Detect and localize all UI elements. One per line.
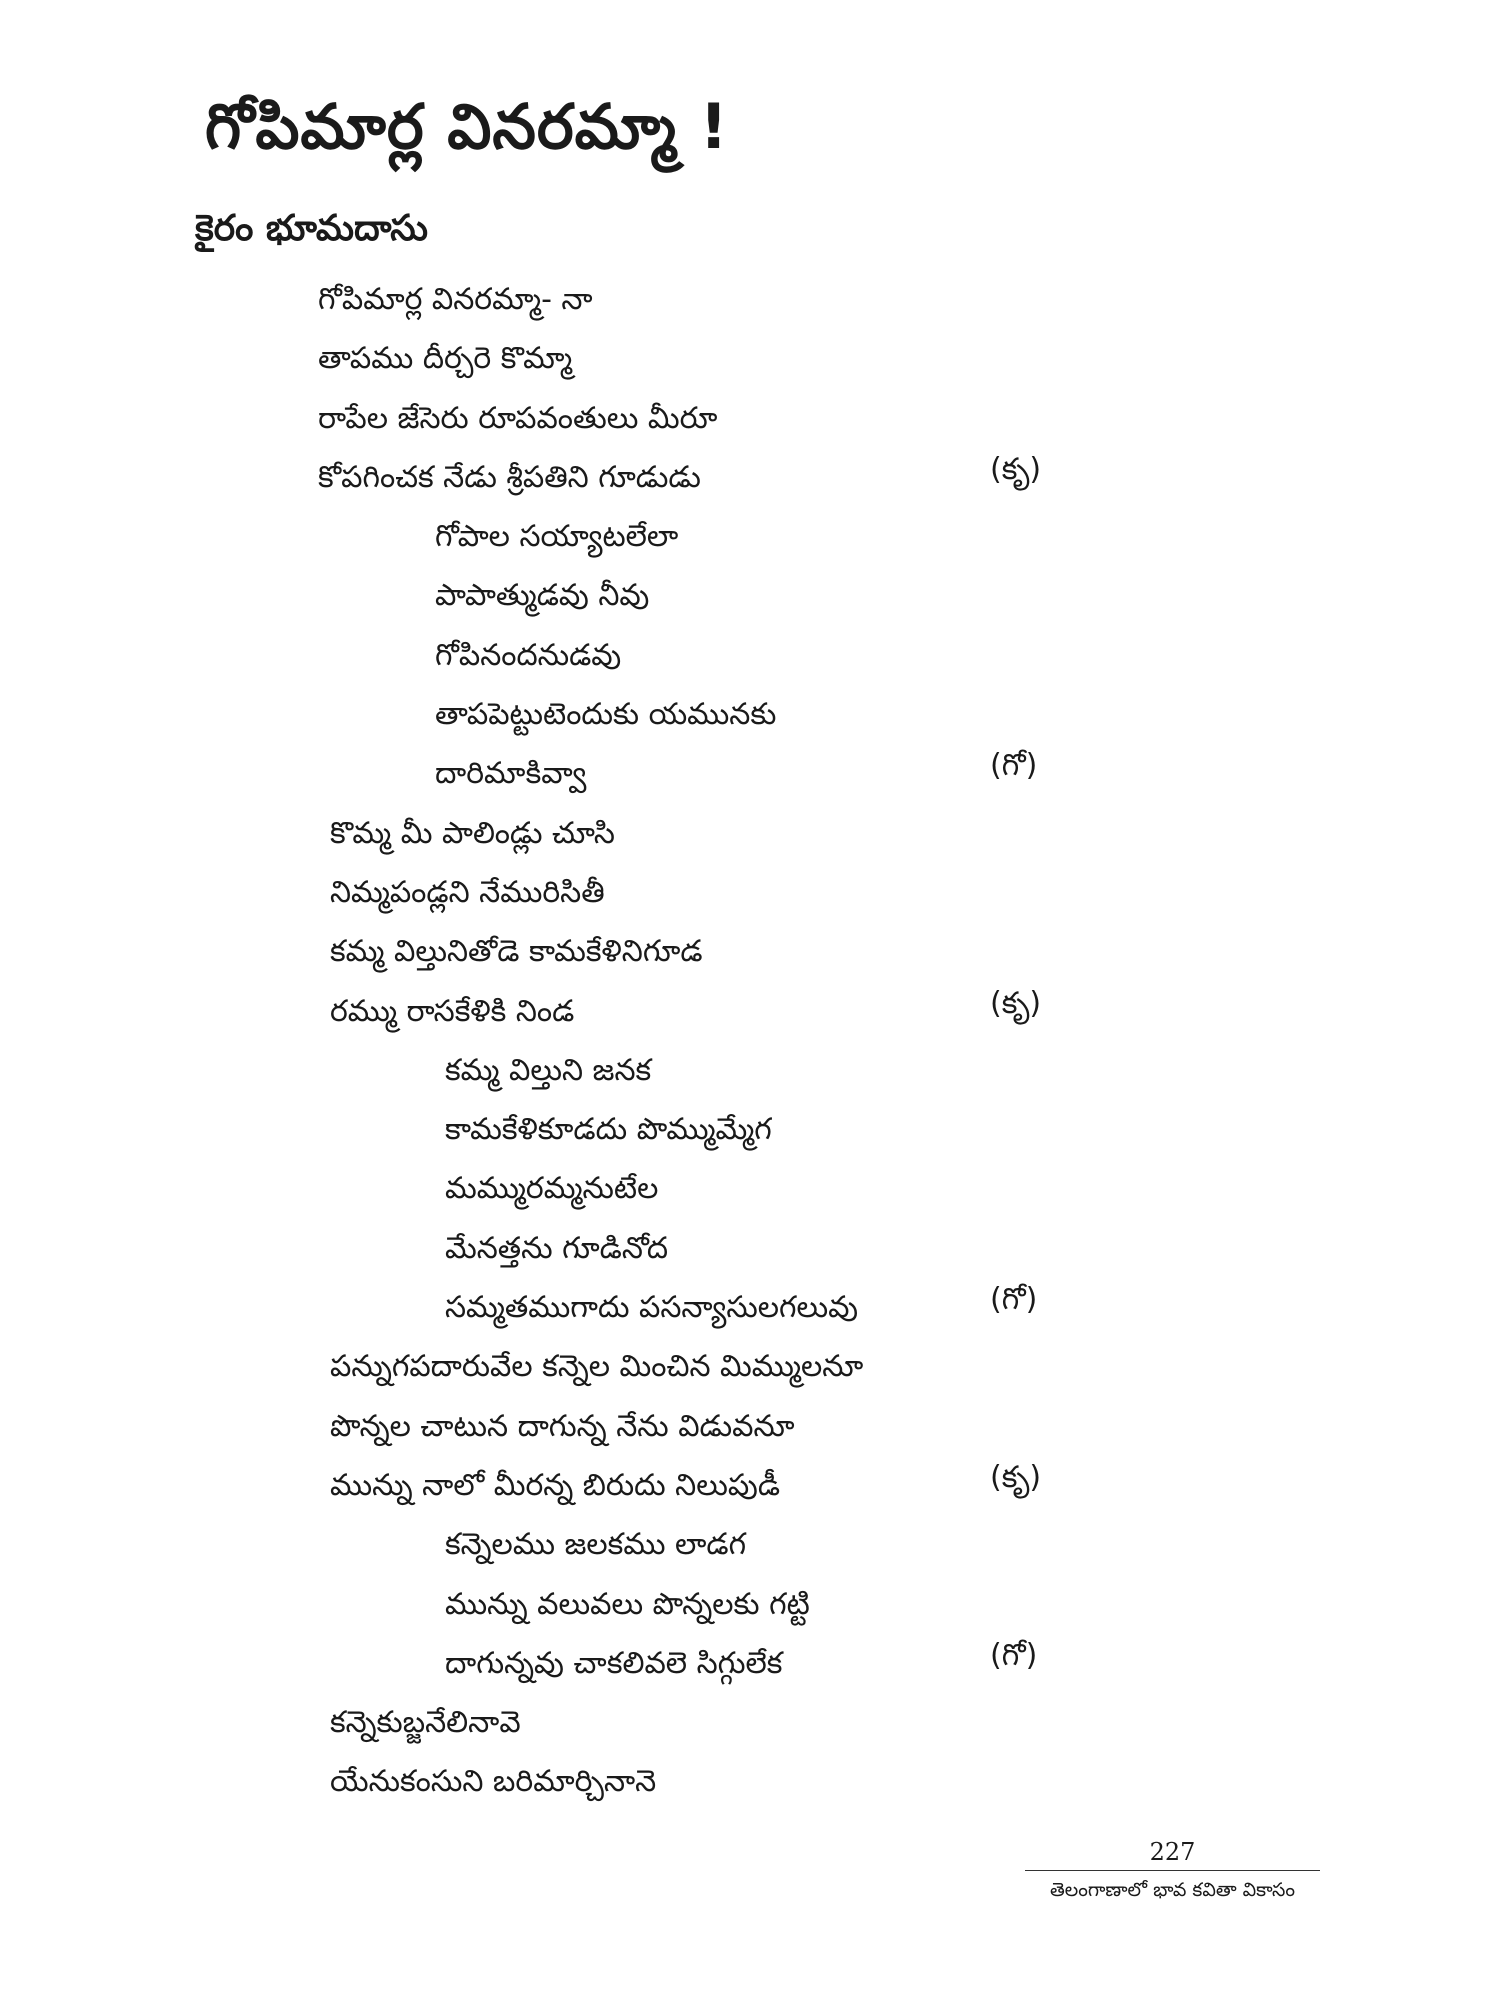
- poem-line: [0, 1575, 1500, 1634]
- poem-line: [0, 1456, 1500, 1515]
- poem-line: [0, 329, 1500, 388]
- poem-line: [0, 922, 1500, 981]
- poem-line: [0, 1219, 1500, 1278]
- poem-line: [0, 626, 1500, 685]
- poem-line-text: గోపిమార్ల వినరమ్మా- నా: [318, 282, 593, 317]
- poem-line-text: కమ్మ విల్తుని జనక: [445, 1052, 652, 1088]
- poem-line: [0, 744, 1500, 803]
- poem-line: [0, 566, 1500, 625]
- poem-line-text: కన్నెకుబ్జనేలినావె: [330, 1705, 521, 1741]
- poem-line: [0, 1752, 1500, 1811]
- poem-line: [0, 982, 1500, 1041]
- poem-line: [0, 1693, 1500, 1752]
- poem-line-text: కన్నెలము జలకము లాడగ: [445, 1527, 747, 1563]
- poem-line-text: దాగున్నవు చాకలివలె సిగ్గులేక: [445, 1645, 783, 1681]
- poem-line-text: పొన్నల చాటున దాగున్న నేను విడువనూ: [330, 1408, 795, 1444]
- poem-line-text: మున్ను వలువలు పొన్నలకు గట్టి: [445, 1586, 810, 1622]
- poem-line: [0, 685, 1500, 744]
- page-footer: [1025, 1838, 1320, 1906]
- poem-line-text: పన్నుగపదారువేల కన్నెల మించిన మిమ్ములనూ: [330, 1349, 864, 1385]
- page-number: 227: [1149, 1838, 1196, 1866]
- poem-line-text: గోపినందనుడవు: [435, 637, 622, 673]
- poem-line-text: నిమ్మపండ్లని నేమురిసితీ: [330, 874, 605, 910]
- poem-line-text: గోపాల సయ్యాటలేలా: [435, 519, 679, 555]
- refrain-marker: (కృ): [990, 451, 1042, 487]
- poem-author: కైరం భూమదాసు: [195, 208, 428, 249]
- poem-line: [0, 1634, 1500, 1693]
- poem-line-text: మున్ను నాలో మీరన్న బిరుదు నిలుపుడీ: [330, 1467, 781, 1503]
- poem-line: [0, 1041, 1500, 1100]
- poem-line: [0, 863, 1500, 922]
- poem-line: [0, 1100, 1500, 1159]
- poem-line: [0, 1515, 1500, 1574]
- poem-line-text: తాపము దీర్చరె కొమ్మా: [318, 341, 573, 377]
- poem-line-text: రమ్ము రాసకేళికి నిండ: [330, 993, 575, 1029]
- poem-body: [0, 270, 1500, 1812]
- poem-line: [0, 1278, 1500, 1337]
- poem-line: [0, 389, 1500, 448]
- poem-line-text: యేనుకంసుని బరిమార్చినానె: [330, 1764, 657, 1800]
- refrain-marker: (గో): [990, 1637, 1038, 1673]
- refrain-marker: (కృ): [990, 985, 1042, 1021]
- poem-line-text: దారిమాకివ్వా: [435, 756, 587, 792]
- poem-line: [0, 507, 1500, 566]
- poem-line-text: సమ్మతముగాదు పసన్యాసులగలువు: [445, 1290, 859, 1326]
- refrain-marker: (గో): [990, 1282, 1038, 1318]
- poem-line-text: మేనత్తను గూడినోద: [445, 1230, 669, 1266]
- poem-line-text: పాపాత్ముడవు నీవు: [435, 578, 650, 614]
- poem-line: [0, 448, 1500, 507]
- running-book-title: తెలంగాణాలో భావ కవితా వికాసం: [1049, 1879, 1296, 1901]
- poem-line: [0, 1397, 1500, 1456]
- poem-line-text: మమ్మురమ్మనుటేల: [445, 1171, 659, 1207]
- poem-line-text: కొమ్మ మీ పాలిండ్లు చూసి: [330, 815, 615, 851]
- poem-line-text: తాపపెట్టుటెందుకు యమునకు: [435, 697, 777, 733]
- refrain-marker: (గో): [990, 748, 1038, 784]
- poem-line: [0, 804, 1500, 863]
- poem-title: గోపిమార్ల వినరమ్మా !: [205, 90, 729, 163]
- poem-line-text: రాపేల జేసెరు రూపవంతులు మీరూ: [318, 400, 718, 436]
- poem-line-text: కమ్మ విల్తునితోడె కామకేళినిగూడ: [330, 934, 703, 970]
- refrain-marker: (కృ): [990, 1459, 1042, 1495]
- poem-line-text: కామకేళికూడదు పొమ్ముమ్మేగ: [445, 1112, 772, 1148]
- poem-line: [0, 270, 1500, 329]
- poem-line-text: కోపగించక నేడు శ్రీపతిని గూడుడు: [318, 459, 701, 495]
- poem-line: [0, 1159, 1500, 1218]
- poem-line: [0, 1337, 1500, 1396]
